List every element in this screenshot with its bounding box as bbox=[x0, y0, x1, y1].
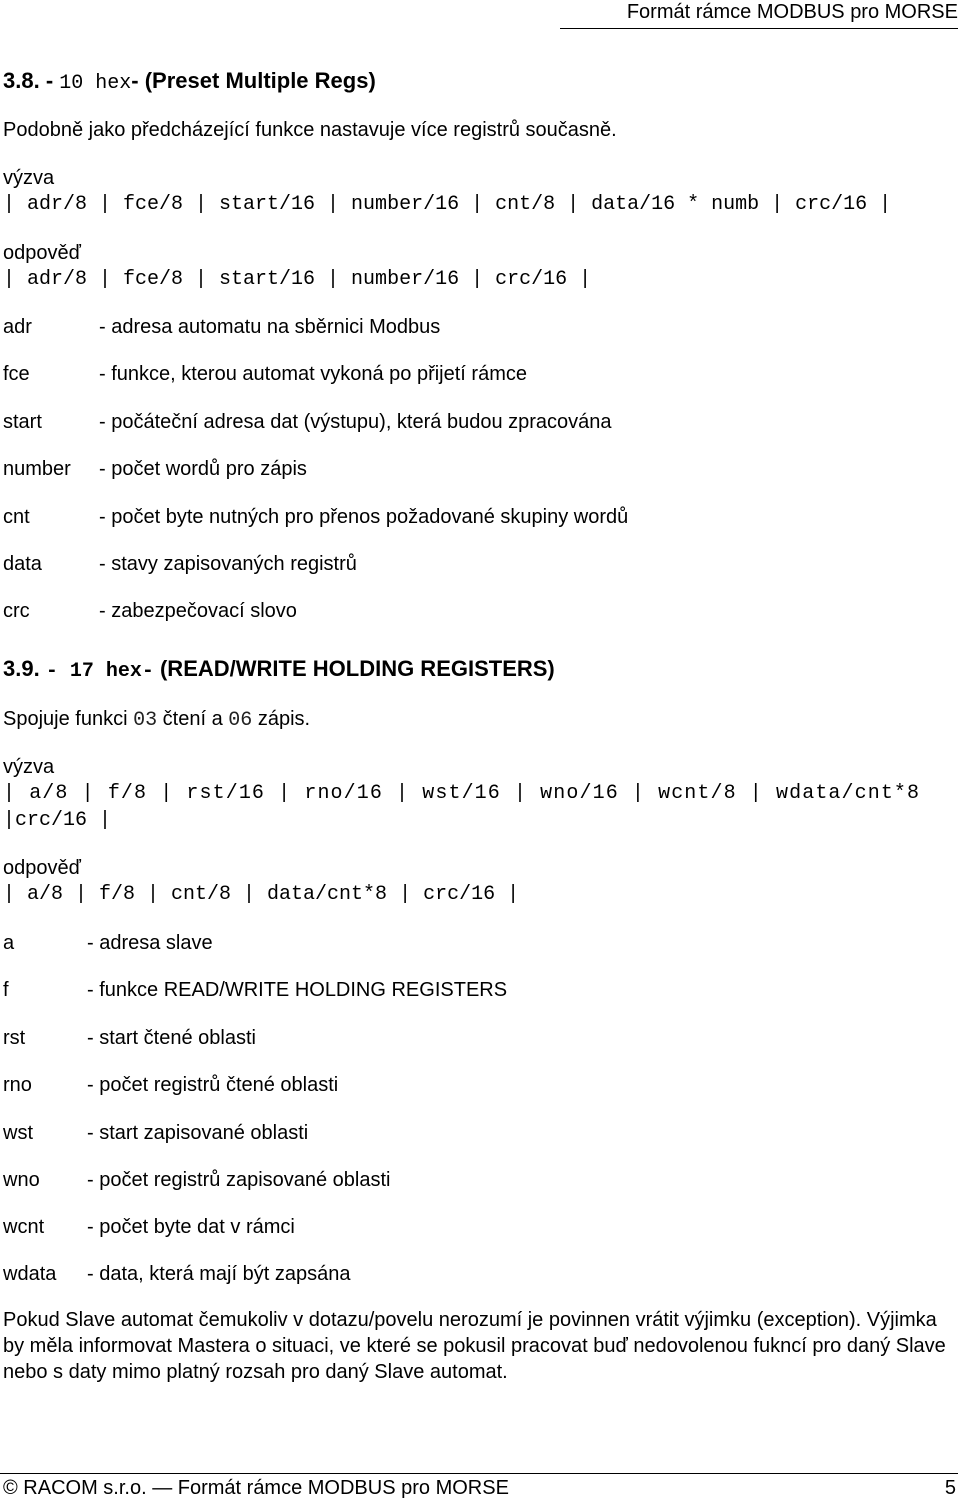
function-code: 10 hex bbox=[59, 72, 132, 95]
field-desc: - adresa automatu na sběrnici Modbus bbox=[99, 316, 441, 338]
field-desc: - data, která mají být zapsána bbox=[87, 1263, 351, 1285]
field-term: adr bbox=[3, 316, 32, 338]
intro-text: zápis. bbox=[257, 708, 311, 730]
field-desc: - start čtené oblasti bbox=[87, 1027, 256, 1049]
page-footer bbox=[0, 1473, 958, 1498]
section-intro bbox=[3, 707, 310, 733]
request-frame-continued: |crc/16 | bbox=[3, 809, 112, 832]
intro-text: Spojuje funkci bbox=[3, 708, 128, 730]
field-desc: - počet registrů čtené oblasti bbox=[87, 1074, 339, 1096]
field-term: fce bbox=[3, 363, 30, 385]
running-header-title: Formát rámce MODBUS pro MORSE bbox=[626, 1, 958, 23]
field-term: number bbox=[3, 458, 71, 480]
field-desc: - stavy zapisovaných registrů bbox=[99, 553, 357, 575]
request-label: výzva bbox=[3, 756, 55, 778]
section-dash: - bbox=[45, 68, 54, 93]
field-desc: - počet registrů zapisované oblasti bbox=[87, 1169, 391, 1191]
section-number: 3.8. bbox=[3, 68, 40, 93]
field-desc: - počet byte dat v rámci bbox=[87, 1216, 295, 1238]
section-title: - (Preset Multiple Regs) bbox=[131, 68, 376, 93]
field-term: wdata bbox=[3, 1263, 57, 1285]
field-term: wno bbox=[3, 1169, 40, 1191]
field-desc: - počet byte nutných pro přenos požadované skupiny wordů bbox=[99, 506, 629, 528]
footer-copyright: © RACOM s.r.o. — Formát rámce MODBUS pro MORSE bbox=[3, 1477, 509, 1499]
field-desc: - funkce READ/WRITE HOLDING REGISTERS bbox=[87, 979, 508, 1001]
response-frame: | adr/8 | fce/8 | start/16 | number/16 | crc/16 | bbox=[3, 268, 592, 291]
response-label: odpověď bbox=[3, 857, 81, 879]
field-term: rst bbox=[3, 1027, 26, 1049]
field-term: wcnt bbox=[3, 1216, 45, 1238]
section-title: (READ/WRITE HOLDING REGISTERS) bbox=[159, 656, 555, 681]
intro-text: čtení a bbox=[162, 708, 223, 730]
running-header bbox=[560, 0, 958, 29]
field-desc: - počet wordů pro zápis bbox=[99, 458, 307, 480]
function-code: - 17 hex- bbox=[45, 660, 154, 683]
section-heading-3-8 bbox=[3, 68, 376, 96]
field-term: crc bbox=[3, 600, 30, 622]
field-desc: - počáteční adresa dat (výstupu), která budou zpracována bbox=[99, 411, 612, 433]
field-term: wst bbox=[3, 1122, 33, 1144]
intro-code: 06 bbox=[228, 709, 253, 732]
request-label: výzva bbox=[3, 167, 55, 189]
section-heading-3-9 bbox=[3, 656, 555, 684]
exception-note: Pokud Slave automat čemukoliv v dotazu/povelu nerozumí je povinnen vrátit výjimku (exception). Výjimka by měla informovat Mastera o situaci, ve které se pokusil pracovat buď nedovolenou fukncí pro daný Slave nebo s daty mimo platný rozsah pro daný Slave automat. bbox=[3, 1309, 946, 1383]
request-frame: | a/8 | f/8 | rst/16 | rno/16 | wst/16 | wno/16 | wcnt/8 | wdata/cnt*8 bbox=[3, 782, 921, 805]
field-term: cnt bbox=[3, 506, 30, 528]
field-desc: - funkce, kterou automat vykoná po přijetí rámce bbox=[99, 363, 527, 385]
section-number: 3.9. bbox=[3, 656, 40, 681]
intro-code: 03 bbox=[133, 709, 158, 732]
field-desc: - start zapisované oblasti bbox=[87, 1122, 309, 1144]
field-term: rno bbox=[3, 1074, 32, 1096]
field-term: start bbox=[3, 411, 42, 433]
request-frame: | adr/8 | fce/8 | start/16 | number/16 | cnt/8 | data/16 * numb | crc/16 | bbox=[3, 193, 892, 216]
section-intro: Podobně jako předcházející funkce nastavuje více registrů současně. bbox=[3, 119, 617, 141]
field-desc: - zabezpečovací slovo bbox=[99, 600, 297, 622]
field-term: a bbox=[3, 932, 15, 954]
response-frame: | a/8 | f/8 | cnt/8 | data/cnt*8 | crc/16 | bbox=[3, 883, 520, 906]
field-term: data bbox=[3, 553, 42, 575]
field-desc: - adresa slave bbox=[87, 932, 213, 954]
response-label: odpověď bbox=[3, 242, 81, 264]
page-number: 5 bbox=[944, 1477, 956, 1499]
field-term: f bbox=[3, 979, 9, 1001]
